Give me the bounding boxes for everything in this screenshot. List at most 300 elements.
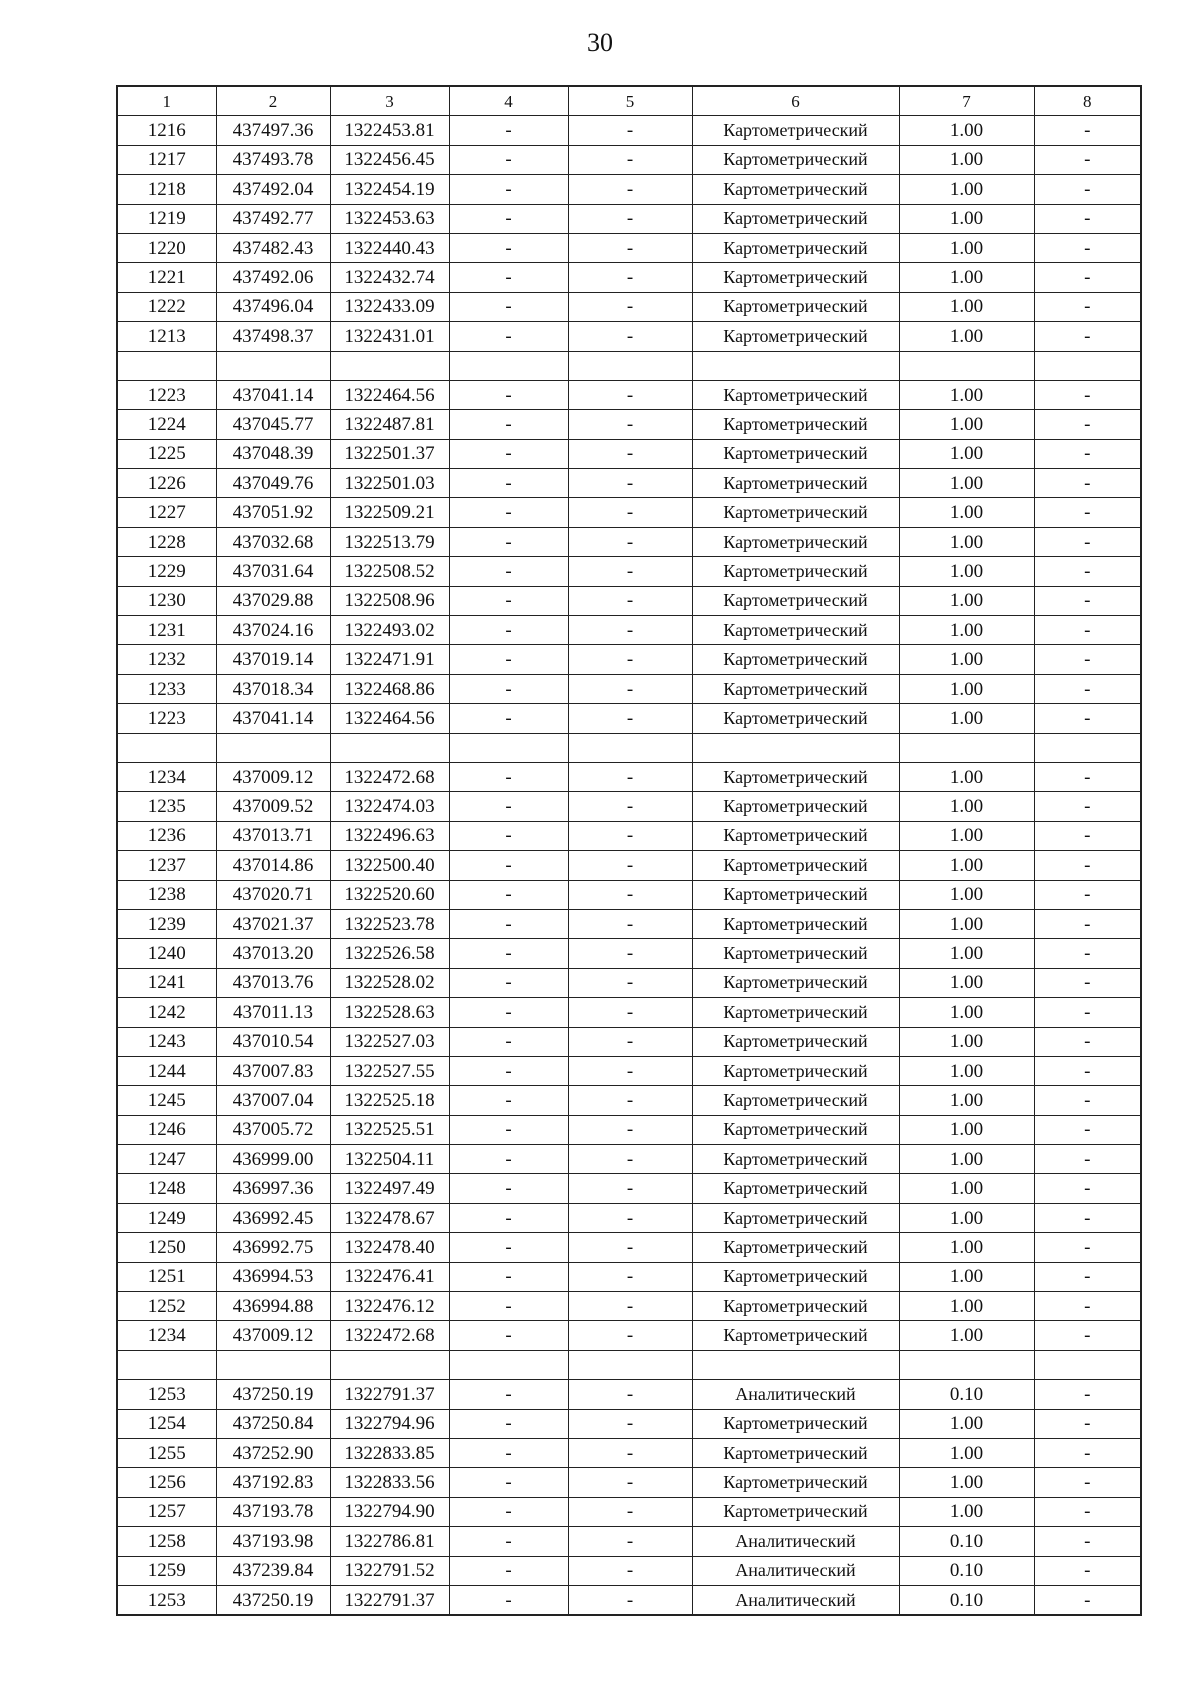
col-5-cell: -	[568, 1468, 692, 1497]
coord-y-cell: 1322497.49	[330, 1174, 449, 1203]
col-8-cell: -	[1034, 116, 1141, 145]
accuracy-cell: 1.00	[899, 1468, 1034, 1497]
method-cell: Картометрический	[692, 1115, 899, 1144]
method-cell: Картометрический	[692, 292, 899, 321]
method-cell: Аналитический	[692, 1556, 899, 1585]
col-4-cell: -	[449, 557, 568, 586]
coord-y-cell: 1322464.56	[330, 704, 449, 733]
point-number-cell: 1234	[117, 762, 216, 791]
col-4-cell: -	[449, 1321, 568, 1350]
accuracy-cell: 1.00	[899, 1145, 1034, 1174]
col-8-cell: -	[1034, 1145, 1141, 1174]
coord-x-cell: 437048.39	[216, 439, 330, 468]
coord-y-cell: 1322501.37	[330, 439, 449, 468]
col-5-cell: -	[568, 469, 692, 498]
point-number-cell: 1251	[117, 1262, 216, 1291]
coord-x-cell: 437007.04	[216, 1086, 330, 1115]
coord-y-cell: 1322528.63	[330, 998, 449, 1027]
col-5-cell: -	[568, 175, 692, 204]
col-5-cell	[568, 351, 692, 380]
point-number-cell: 1241	[117, 968, 216, 997]
point-number-cell: 1237	[117, 851, 216, 880]
method-cell: Картометрический	[692, 204, 899, 233]
accuracy-cell: 1.00	[899, 322, 1034, 351]
method-cell: Картометрический	[692, 1203, 899, 1232]
coord-y-cell: 1322508.52	[330, 557, 449, 586]
coord-x-cell	[216, 351, 330, 380]
coord-y-cell: 1322468.86	[330, 674, 449, 703]
col-8-cell: -	[1034, 1203, 1141, 1232]
col-8-cell: -	[1034, 1556, 1141, 1585]
point-number-cell: 1222	[117, 292, 216, 321]
header-cell-6: 6	[692, 86, 899, 116]
table-row	[117, 469, 1141, 498]
table-body	[117, 116, 1141, 1615]
col-8-cell: -	[1034, 1262, 1141, 1291]
col-4-cell: -	[449, 1203, 568, 1232]
col-5-cell: -	[568, 498, 692, 527]
method-cell: Картометрический	[692, 439, 899, 468]
col-8-cell: -	[1034, 439, 1141, 468]
point-number-cell: 1253	[117, 1380, 216, 1409]
col-5-cell: -	[568, 116, 692, 145]
table-row	[117, 1174, 1141, 1203]
coord-x-cell: 437010.54	[216, 1027, 330, 1056]
table-row	[117, 1115, 1141, 1144]
coord-y-cell: 1322456.45	[330, 145, 449, 174]
coord-x-cell: 437032.68	[216, 527, 330, 556]
point-number-cell: 1218	[117, 175, 216, 204]
method-cell: Картометрический	[692, 792, 899, 821]
coord-x-cell: 437250.19	[216, 1585, 330, 1615]
col-4-cell: -	[449, 851, 568, 880]
coord-x-cell: 437193.98	[216, 1527, 330, 1556]
col-8-cell: -	[1034, 175, 1141, 204]
col-8-cell: -	[1034, 792, 1141, 821]
col-5-cell: -	[568, 1527, 692, 1556]
coord-x-cell: 437497.36	[216, 116, 330, 145]
col-4-cell: -	[449, 116, 568, 145]
col-4-cell: -	[449, 1468, 568, 1497]
col-8-cell: -	[1034, 939, 1141, 968]
col-4-cell: -	[449, 1233, 568, 1262]
accuracy-cell: 1.00	[899, 880, 1034, 909]
col-8-cell: -	[1034, 1027, 1141, 1056]
point-number-cell: 1255	[117, 1438, 216, 1467]
col-8-cell: -	[1034, 410, 1141, 439]
method-cell: Картометрический	[692, 527, 899, 556]
table-row	[117, 762, 1141, 791]
accuracy-cell: 1.00	[899, 1438, 1034, 1467]
coord-y-cell: 1322478.67	[330, 1203, 449, 1232]
coord-x-cell: 437014.86	[216, 851, 330, 880]
col-5-cell: -	[568, 616, 692, 645]
coord-y-cell: 1322472.68	[330, 762, 449, 791]
header-cell-1: 1	[117, 86, 216, 116]
method-cell: Картометрический	[692, 1262, 899, 1291]
accuracy-cell: 1.00	[899, 762, 1034, 791]
col-4-cell: -	[449, 616, 568, 645]
method-cell: Картометрический	[692, 322, 899, 351]
col-8-cell: -	[1034, 821, 1141, 850]
table-row	[117, 880, 1141, 909]
col-5-cell: -	[568, 1145, 692, 1174]
coord-y-cell: 1322528.02	[330, 968, 449, 997]
point-number-cell: 1231	[117, 616, 216, 645]
col-8-cell: -	[1034, 704, 1141, 733]
point-number-cell: 1213	[117, 322, 216, 351]
table-row	[117, 645, 1141, 674]
col-4-cell: -	[449, 1056, 568, 1085]
col-4-cell: -	[449, 175, 568, 204]
accuracy-cell: 1.00	[899, 586, 1034, 615]
table-row	[117, 233, 1141, 262]
col-5-cell: -	[568, 586, 692, 615]
table-row	[117, 821, 1141, 850]
table-row	[117, 322, 1141, 351]
col-4-cell: -	[449, 674, 568, 703]
coord-y-cell: 1322464.56	[330, 380, 449, 409]
point-number-cell: 1258	[117, 1527, 216, 1556]
point-number-cell: 1220	[117, 233, 216, 262]
point-number-cell: 1221	[117, 263, 216, 292]
col-4-cell: -	[449, 645, 568, 674]
coord-x-cell: 437009.12	[216, 1321, 330, 1350]
col-4-cell: -	[449, 1556, 568, 1585]
col-5-cell: -	[568, 439, 692, 468]
coord-x-cell	[216, 1350, 330, 1379]
col-4-cell: -	[449, 1027, 568, 1056]
table-row	[117, 527, 1141, 556]
coord-x-cell: 437250.19	[216, 1380, 330, 1409]
method-cell	[692, 1350, 899, 1379]
accuracy-cell	[899, 733, 1034, 762]
table-row	[117, 851, 1141, 880]
col-4-cell: -	[449, 233, 568, 262]
header-row	[117, 86, 1141, 116]
accuracy-cell: 1.00	[899, 998, 1034, 1027]
method-cell: Картометрический	[692, 498, 899, 527]
col-8-cell: -	[1034, 498, 1141, 527]
accuracy-cell: 1.00	[899, 263, 1034, 292]
col-4-cell: -	[449, 145, 568, 174]
table-row	[117, 1086, 1141, 1115]
coord-x-cell: 437239.84	[216, 1556, 330, 1585]
coord-y-cell	[330, 733, 449, 762]
method-cell: Картометрический	[692, 1086, 899, 1115]
accuracy-cell: 1.00	[899, 116, 1034, 145]
col-8-cell	[1034, 1350, 1141, 1379]
col-8-cell: -	[1034, 1468, 1141, 1497]
accuracy-cell: 1.00	[899, 1027, 1034, 1056]
point-number-cell: 1240	[117, 939, 216, 968]
col-4-cell: -	[449, 762, 568, 791]
coord-x-cell: 437493.78	[216, 145, 330, 174]
coord-x-cell	[216, 733, 330, 762]
col-8-cell: -	[1034, 1527, 1141, 1556]
col-4-cell: -	[449, 498, 568, 527]
coord-x-cell: 437045.77	[216, 410, 330, 439]
accuracy-cell: 1.00	[899, 674, 1034, 703]
coord-x-cell: 437031.64	[216, 557, 330, 586]
method-cell: Картометрический	[692, 704, 899, 733]
accuracy-cell: 1.00	[899, 645, 1034, 674]
accuracy-cell: 1.00	[899, 439, 1034, 468]
separator-row	[117, 1350, 1141, 1379]
col-5-cell: -	[568, 1174, 692, 1203]
col-4-cell: -	[449, 968, 568, 997]
col-5-cell: -	[568, 939, 692, 968]
table-row	[117, 1321, 1141, 1350]
table-row	[117, 998, 1141, 1027]
coord-y-cell: 1322472.68	[330, 1321, 449, 1350]
point-number-cell: 1236	[117, 821, 216, 850]
col-5-cell: -	[568, 880, 692, 909]
col-4-cell	[449, 351, 568, 380]
point-number-cell	[117, 733, 216, 762]
col-5-cell: -	[568, 1203, 692, 1232]
coord-y-cell: 1322523.78	[330, 909, 449, 938]
col-8-cell: -	[1034, 233, 1141, 262]
col-5-cell: -	[568, 1556, 692, 1585]
coord-x-cell: 437041.14	[216, 704, 330, 733]
col-4-cell	[449, 1350, 568, 1379]
col-5-cell: -	[568, 380, 692, 409]
point-number-cell: 1229	[117, 557, 216, 586]
col-4-cell: -	[449, 1115, 568, 1144]
col-8-cell	[1034, 733, 1141, 762]
coord-y-cell: 1322474.03	[330, 792, 449, 821]
accuracy-cell: 0.10	[899, 1556, 1034, 1585]
col-8-cell: -	[1034, 527, 1141, 556]
col-8-cell: -	[1034, 1174, 1141, 1203]
col-5-cell: -	[568, 1292, 692, 1321]
accuracy-cell: 1.00	[899, 1233, 1034, 1262]
col-8-cell: -	[1034, 145, 1141, 174]
col-8-cell: -	[1034, 1585, 1141, 1615]
table-row	[117, 792, 1141, 821]
accuracy-cell: 1.00	[899, 1086, 1034, 1115]
point-number-cell: 1234	[117, 1321, 216, 1350]
coord-y-cell: 1322453.63	[330, 204, 449, 233]
table-row	[117, 292, 1141, 321]
col-8-cell: -	[1034, 851, 1141, 880]
point-number-cell: 1235	[117, 792, 216, 821]
coord-x-cell: 436997.36	[216, 1174, 330, 1203]
col-4-cell: -	[449, 998, 568, 1027]
method-cell: Аналитический	[692, 1380, 899, 1409]
point-number-cell: 1244	[117, 1056, 216, 1085]
point-number-cell: 1252	[117, 1292, 216, 1321]
method-cell: Картометрический	[692, 1409, 899, 1438]
coord-y-cell: 1322833.85	[330, 1438, 449, 1467]
col-4-cell: -	[449, 380, 568, 409]
col-4-cell: -	[449, 1497, 568, 1526]
coord-y-cell: 1322525.51	[330, 1115, 449, 1144]
method-cell: Картометрический	[692, 380, 899, 409]
table-row	[117, 1145, 1141, 1174]
col-8-cell: -	[1034, 1056, 1141, 1085]
accuracy-cell: 1.00	[899, 616, 1034, 645]
col-5-cell: -	[568, 322, 692, 351]
point-number-cell: 1230	[117, 586, 216, 615]
point-number-cell: 1223	[117, 704, 216, 733]
col-4-cell: -	[449, 322, 568, 351]
table-row	[117, 145, 1141, 174]
col-5-cell: -	[568, 1380, 692, 1409]
table-row	[117, 380, 1141, 409]
col-4-cell: -	[449, 263, 568, 292]
method-cell: Картометрический	[692, 880, 899, 909]
col-4-cell: -	[449, 527, 568, 556]
coord-x-cell: 437013.20	[216, 939, 330, 968]
col-5-cell: -	[568, 1086, 692, 1115]
col-8-cell: -	[1034, 645, 1141, 674]
table-row	[117, 1262, 1141, 1291]
point-number-cell: 1248	[117, 1174, 216, 1203]
coord-y-cell: 1322487.81	[330, 410, 449, 439]
point-number-cell: 1233	[117, 674, 216, 703]
accuracy-cell: 1.00	[899, 410, 1034, 439]
coord-y-cell: 1322433.09	[330, 292, 449, 321]
method-cell: Картометрический	[692, 821, 899, 850]
method-cell: Картометрический	[692, 1233, 899, 1262]
method-cell: Картометрический	[692, 1056, 899, 1085]
col-4-cell: -	[449, 1527, 568, 1556]
coord-y-cell: 1322794.96	[330, 1409, 449, 1438]
accuracy-cell: 1.00	[899, 527, 1034, 556]
header-cell-7: 7	[899, 86, 1034, 116]
col-8-cell: -	[1034, 586, 1141, 615]
point-number-cell: 1216	[117, 116, 216, 145]
table-row	[117, 1380, 1141, 1409]
coord-x-cell: 437011.13	[216, 998, 330, 1027]
table-row	[117, 1203, 1141, 1232]
coord-y-cell: 1322513.79	[330, 527, 449, 556]
method-cell: Картометрический	[692, 939, 899, 968]
coord-x-cell: 437013.76	[216, 968, 330, 997]
point-number-cell: 1257	[117, 1497, 216, 1526]
col-4-cell: -	[449, 292, 568, 321]
col-4-cell: -	[449, 1380, 568, 1409]
col-5-cell: -	[568, 792, 692, 821]
coord-x-cell: 437496.04	[216, 292, 330, 321]
col-4-cell: -	[449, 909, 568, 938]
point-number-cell: 1250	[117, 1233, 216, 1262]
coord-x-cell: 436999.00	[216, 1145, 330, 1174]
coord-y-cell: 1322496.63	[330, 821, 449, 850]
point-number-cell: 1246	[117, 1115, 216, 1144]
method-cell: Картометрический	[692, 616, 899, 645]
table-row	[117, 674, 1141, 703]
coord-y-cell: 1322432.74	[330, 263, 449, 292]
method-cell: Картометрический	[692, 968, 899, 997]
table-row	[117, 1468, 1141, 1497]
accuracy-cell: 1.00	[899, 292, 1034, 321]
col-8-cell: -	[1034, 263, 1141, 292]
coord-y-cell: 1322791.37	[330, 1380, 449, 1409]
coord-x-cell: 437019.14	[216, 645, 330, 674]
coord-y-cell: 1322501.03	[330, 469, 449, 498]
accuracy-cell: 1.00	[899, 498, 1034, 527]
col-5-cell	[568, 1350, 692, 1379]
method-cell: Аналитический	[692, 1527, 899, 1556]
header-cell-5: 5	[568, 86, 692, 116]
table-row	[117, 909, 1141, 938]
method-cell: Картометрический	[692, 851, 899, 880]
col-8-cell: -	[1034, 322, 1141, 351]
accuracy-cell: 1.00	[899, 1174, 1034, 1203]
table-row	[117, 1556, 1141, 1585]
col-4-cell: -	[449, 1174, 568, 1203]
table-row	[117, 410, 1141, 439]
method-cell	[692, 351, 899, 380]
point-number-cell: 1225	[117, 439, 216, 468]
table-row	[117, 1027, 1141, 1056]
point-number-cell: 1253	[117, 1585, 216, 1615]
point-number-cell: 1245	[117, 1086, 216, 1115]
table-row	[117, 1409, 1141, 1438]
point-number-cell: 1238	[117, 880, 216, 909]
coord-y-cell: 1322500.40	[330, 851, 449, 880]
method-cell: Картометрический	[692, 909, 899, 938]
page-number: 30	[587, 28, 613, 57]
col-5-cell: -	[568, 557, 692, 586]
accuracy-cell: 1.00	[899, 1203, 1034, 1232]
table-row	[117, 439, 1141, 468]
col-4-cell: -	[449, 704, 568, 733]
col-4-cell: -	[449, 586, 568, 615]
coord-y-cell: 1322520.60	[330, 880, 449, 909]
coord-x-cell: 436994.53	[216, 1262, 330, 1291]
coord-y-cell: 1322471.91	[330, 645, 449, 674]
col-8-cell: -	[1034, 909, 1141, 938]
coord-x-cell: 437192.83	[216, 1468, 330, 1497]
accuracy-cell: 1.00	[899, 821, 1034, 850]
col-5-cell: -	[568, 645, 692, 674]
coord-y-cell	[330, 351, 449, 380]
col-4-cell: -	[449, 821, 568, 850]
method-cell: Картометрический	[692, 410, 899, 439]
method-cell: Аналитический	[692, 1585, 899, 1615]
table-row	[117, 968, 1141, 997]
method-cell: Картометрический	[692, 116, 899, 145]
coord-x-cell: 437482.43	[216, 233, 330, 262]
col-5-cell: -	[568, 1115, 692, 1144]
table-row	[117, 498, 1141, 527]
col-4-cell: -	[449, 439, 568, 468]
point-number-cell: 1232	[117, 645, 216, 674]
accuracy-cell: 0.10	[899, 1380, 1034, 1409]
col-8-cell: -	[1034, 1233, 1141, 1262]
accuracy-cell: 1.00	[899, 1292, 1034, 1321]
coord-y-cell: 1322791.37	[330, 1585, 449, 1615]
method-cell: Картометрический	[692, 175, 899, 204]
accuracy-cell: 1.00	[899, 1497, 1034, 1526]
col-5-cell: -	[568, 1233, 692, 1262]
accuracy-cell	[899, 351, 1034, 380]
method-cell: Картометрический	[692, 1027, 899, 1056]
col-4-cell: -	[449, 1086, 568, 1115]
accuracy-cell: 1.00	[899, 1409, 1034, 1438]
coord-x-cell: 437051.92	[216, 498, 330, 527]
col-5-cell: -	[568, 1027, 692, 1056]
col-4-cell: -	[449, 1409, 568, 1438]
table-row	[117, 1527, 1141, 1556]
coord-x-cell: 437193.78	[216, 1497, 330, 1526]
col-8-cell: -	[1034, 1086, 1141, 1115]
col-8-cell: -	[1034, 968, 1141, 997]
